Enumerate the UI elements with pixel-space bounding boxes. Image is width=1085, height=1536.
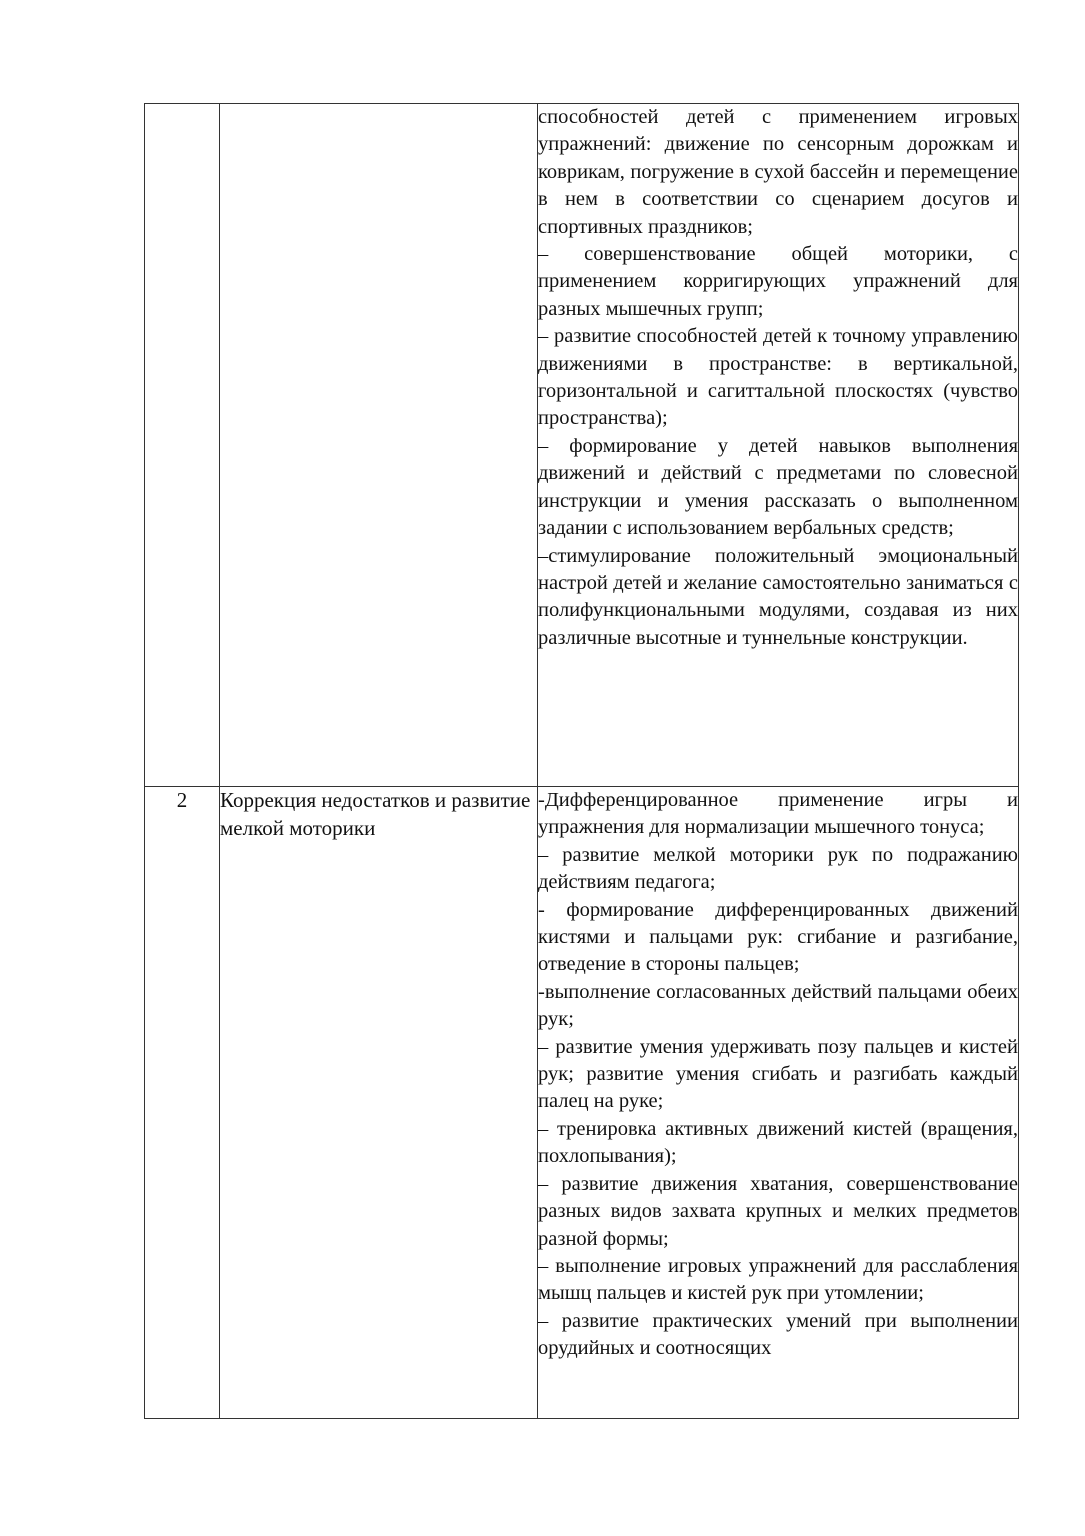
section-content-cell	[538, 787, 1019, 1419]
content-item: -Дифференцированное применение игры и упражнения для нормализации мышечного тонуса;	[538, 789, 1018, 839]
content-item: – развитие практических умений при выполнении орудийных и соотносящих	[538, 1309, 1018, 1360]
section-name-cell	[220, 104, 538, 787]
program-table	[144, 103, 1019, 1419]
content-item: -выполнение согласованных действий пальцами обеих рук;	[538, 980, 1018, 1031]
table-row	[145, 104, 1019, 787]
section-content-cell	[538, 104, 1019, 787]
row-number: 2	[176, 788, 188, 812]
row-number-cell	[145, 104, 220, 787]
content-item: способностей детей с применением игровых упражнений: движение по сенсорным дорожкам и коврикам, погружение в сухой бассейн и перемещение в нем в соответствии со сценарием досугов и спортивных праздников;	[538, 106, 1018, 238]
content-item: - формирование дифференцированных движений кистями и пальцами рук: сгибание и разгибание, отведение в стороны пальцев;	[538, 898, 1018, 976]
content-item: – развитие мелкой моторики рук по подражанию действиям педагога;	[538, 843, 1018, 894]
content-item: – развитие движения хватания, совершенствование разных видов захвата крупных и мелких предметов разной формы;	[538, 1172, 1018, 1250]
section-name: Коррекция недостатков и развитие мелкой моторики	[220, 788, 531, 840]
content-item: – тренировка активных движений кистей (вращения, похлопывания);	[538, 1117, 1018, 1168]
section-name-cell	[220, 787, 538, 1419]
content-item: – развитие способностей детей к точному управлению движениями в пространстве: в вертикальной, горизонтальной и сагиттальной плоскостях (чувство пространства);	[538, 325, 1018, 430]
row-number-cell	[145, 787, 220, 1419]
content-item: – развитие умения удерживать позу пальцев и кистей рук; развитие умения сгибать и разгибать каждый палец на руке;	[538, 1035, 1018, 1113]
content-item: – совершенствование общей моторики, с применением корригирующих упражнений для разных мышечных групп;	[538, 243, 1018, 320]
content-item: – формирование у детей навыков выполнения движений и действий с предметами по словесной инструкции и умения рассказать о выполненном задании с использованием вербальных средств;	[538, 434, 1018, 540]
content-item: – выполнение игровых упражнений для расслабления мышц пальцев и кистей рук при утомлении;	[538, 1254, 1018, 1305]
table-row	[145, 787, 1019, 1419]
content-item: –стимулирование положительный эмоциональный настрой детей и желание самостоятельно заниматься с полифункциональными модулями, создавая из них различные высотные и туннельные конструкции.	[538, 544, 1018, 649]
